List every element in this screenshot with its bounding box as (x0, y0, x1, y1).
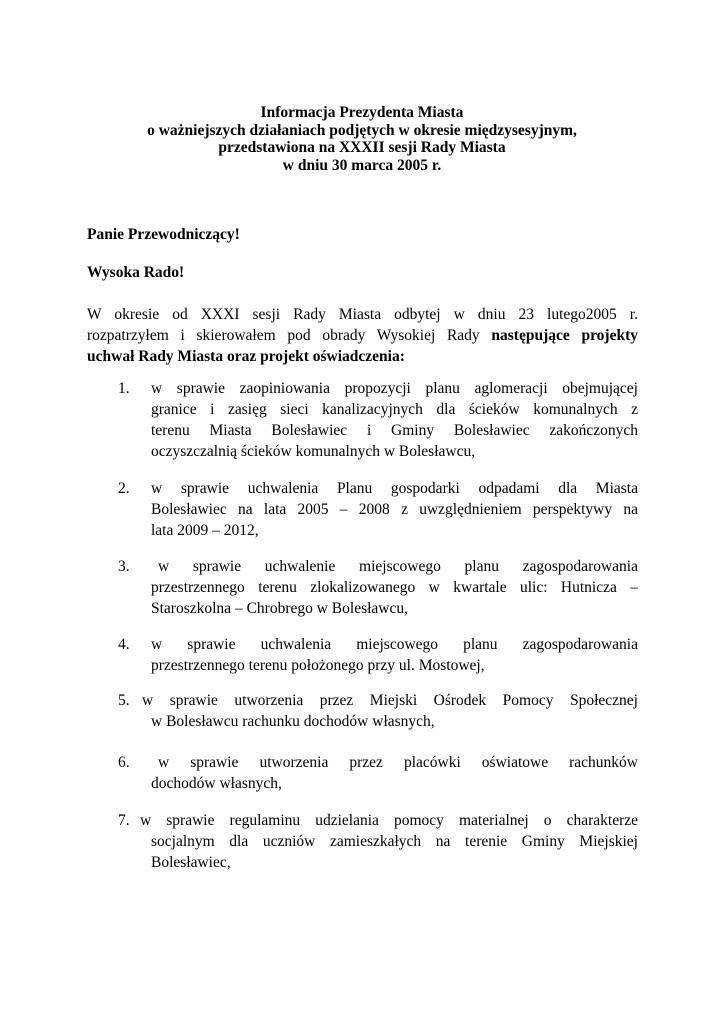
list-item-number: 4. (118, 636, 130, 653)
list-item-line: Bolesławiec na lata 2005 – 2008 z uwzględnieniem perspektywy na (151, 501, 638, 518)
list-item-text (158, 556, 638, 577)
list-item-number: 3. (118, 558, 130, 575)
list-item-number: 7. (118, 812, 130, 829)
list-item-text (151, 634, 638, 676)
title-line-4: w dniu 30 marca 2005 r. (282, 156, 442, 174)
intro-line-2-bold: następujące projekty (491, 327, 638, 344)
title-line-1: Informacja Prezydenta Miasta (260, 104, 464, 121)
list-item-text (151, 378, 638, 462)
list-item-line: przestrzennego terenu zlokalizowanego w kwartale ulic: Hutnicza – (151, 579, 638, 596)
list-item-text-continued (151, 577, 638, 619)
list-item-number: 2. (118, 480, 130, 497)
list-item-line: oczyszczalnią ścieków komunalnych w Bolesławcu, (151, 443, 476, 460)
list-item-line: w sprawie zaopiniowania propozycji planu aglomeracji obejmującej (151, 380, 638, 397)
list-item-line: granice i zasięg sieci kanalizacyjnych dla ścieków komunalnych z (151, 401, 638, 418)
list-item-text (142, 690, 638, 711)
list-item-line: Staroszkolna – Chrobrego w Bolesławcu, (151, 600, 408, 617)
list-item-text (151, 478, 638, 541)
list-item-line: dochodów własnych, (151, 775, 282, 792)
salutation-chairman: Panie Przewodniczący! (87, 226, 240, 243)
list-item-text (158, 752, 638, 773)
list-item-line: w sprawie regulaminu udzielania pomocy materialnej o charakterze (140, 812, 638, 829)
intro-line-3-bold: uchwał Rady Miasta oraz projekt oświadczenia: (87, 348, 405, 365)
salutation-council: Wysoka Rado! (87, 264, 185, 281)
list-item-line: w sprawie utworzenia przez Miejski Ośrodek Pomocy Społecznej (142, 692, 638, 709)
list-item-line: w sprawie uchwalenie miejscowego planu zagospodarowania (158, 558, 638, 575)
intro-line-3 (87, 346, 638, 367)
title-line-2: o ważniejszych działaniach podjętych w okresie międzysesyjnym, (147, 121, 577, 139)
title-line-3: przedstawiona na XXXII sesji Rady Miasta (218, 139, 506, 156)
intro-line-1: W okresie od XXXI sesji Rady Miasta odbytej w dniu 23 lutego2005 r. (87, 306, 638, 323)
list-item-line: w sprawie utworzenia przez placówki oświatowe rachunków (158, 754, 638, 771)
list-item-line: w Bolesławcu rachunku dochodów własnych, (151, 713, 435, 730)
list-item-line: przestrzennego terenu położonego przy ul. Mostowej, (151, 657, 485, 674)
list-item-number: 6. (118, 754, 130, 771)
list-item-line: terenu Miasta Bolesławiec i Gminy Bolesławiec zakończonych (151, 422, 638, 439)
list-item-text-continued (151, 831, 638, 873)
intro-paragraph (87, 304, 638, 367)
list-item-line: w sprawie uchwalenia Planu gospodarki odpadami dla Miasta (151, 480, 638, 497)
list-item-line: w sprawie uchwalenia miejscowego planu zagospodarowania (151, 636, 638, 653)
document-title (0, 104, 724, 174)
list-item-number: 1. (118, 380, 130, 397)
intro-line-2 (87, 325, 638, 346)
list-item-text-continued (151, 773, 638, 794)
list-item-line: lata 2009 – 2012, (151, 522, 259, 539)
list-item-line: Bolesławiec, (151, 854, 231, 871)
list-item-line: socjalnym dla uczniów zamieszkałych na terenie Gminy Miejskiej (151, 833, 638, 850)
intro-line-2-plain: rozpatrzyłem i skierowałem pod obrady Wysokiej Rady (87, 327, 492, 344)
list-item-number: 5. (118, 692, 130, 709)
list-item-text-continued (151, 711, 638, 732)
list-item-text (140, 810, 638, 831)
